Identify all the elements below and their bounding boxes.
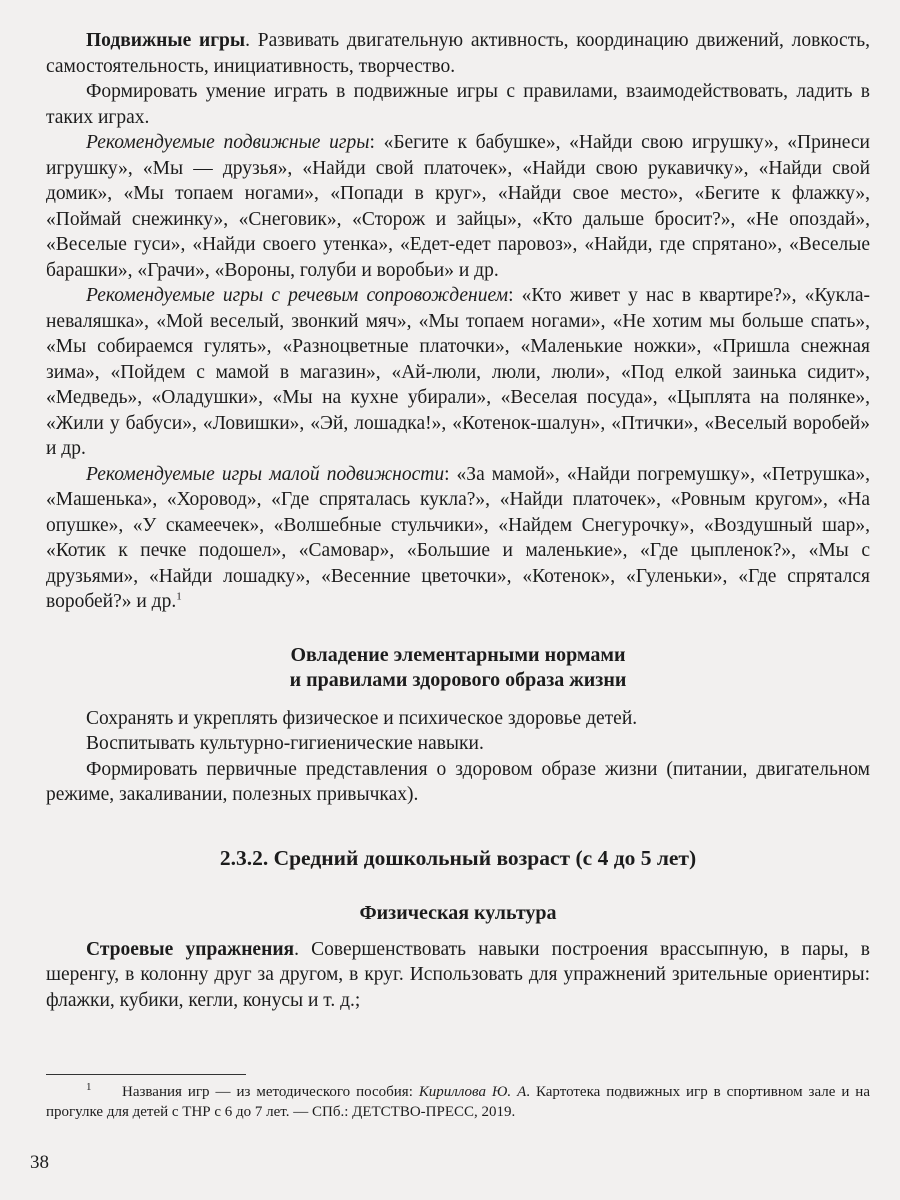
footnote-text: . Картотека подвижных игр в спортивном зале и на прогулке для детей с ТНР с 6 до 7 лет. — СПб.: ДЕТСТВО-ПРЕСС, 2019.	[46, 1084, 870, 1120]
paragraph-low-mobility-games	[46, 462, 870, 615]
section-heading-healthy-lifestyle	[46, 643, 870, 694]
paragraph-healthy-lifestyle: Формировать первичные представления о здоровом образе жизни (питании, двигательном режиме, закаливании, полезных привычках).	[46, 758, 870, 805]
paragraph-health: Сохранять и укреплять физическое и психическое здоровье детей.	[86, 707, 638, 729]
games-list: : «За мамой», «Найди погремушку», «Петрушка», «Машенька», «Хоровод», «Где спряталась кукла?», «Найди платочек», «Ровным кругом», «На опушке», «У скамеечек», «Волшебные стульчики», «Найдем Снегурочку», «Воздушный шар», «Котик к печке подошел», «Самовар», «Большие и маленькие», «Где цыпленок?», «Мы с друзьями», «Найди лошадку», «Весенние цветочки», «Котенок», «Гуленьки», «Где спрятался воробей?» и др.	[46, 463, 870, 612]
term-mobile-games: Подвижные игры	[86, 30, 246, 51]
paragraph-text: . Совершенствовать навыки построения врассыпную, в пары, в шеренгу, в колонну друг за другом, в круг. Использовать для упражнений зрительные ориентиры: флажки, кубики, кегли, конусы и т. д.;	[46, 938, 870, 1011]
page-content	[46, 28, 870, 1013]
footnote-author: Кириллова Ю. А	[418, 1084, 527, 1100]
games-list: : «Кто живет у нас в квартире?», «Кукла-неваляшка», «Мой веселый, звонкий мяч», «Мы топаем ногами», «Не хотим мы больше спать», «Мы собираемся гулять», «Разноцветные платочки», «Маленькие ножки», «Пришла снежная зима», «Пойдем с мамой в магазин», «Ай-люли, люли, люли», «Под елкой заинька сидит», «Медведь», «Оладушки», «Мы на кухне убирали», «Веселая посуда», «Цыплята на полянке», «Жили у бабуси», «Ловишки», «Эй, лошадка!», «Котенок-шалун», «Птички», «Веселый воробей» и др.	[46, 285, 871, 459]
subheading-physical-culture: Физическая культура	[359, 902, 557, 924]
heading-line: Овладение элементарными нормами	[290, 643, 626, 666]
paragraph-text: . Развивать двигательную активность, координацию движений, ловкость, самостоятельность, инициативность, творчество.	[46, 30, 870, 77]
term-speech-games: Рекомендуемые игры с речевым сопровождением	[86, 285, 509, 306]
heading-line: и правилами здорового образа жизни	[289, 669, 627, 691]
paragraph-mobile-games	[46, 28, 870, 79]
paragraph-rules: Формировать умение играть в подвижные игры с правилами, взаимодействовать, ладить в таких играх.	[46, 81, 870, 128]
page-number: 38	[30, 1152, 49, 1173]
footnote-reference: 1	[176, 590, 182, 603]
footnote-divider	[46, 1074, 246, 1075]
footnote: 1 Названия игр — из методического пособия: Кириллова Ю. А. Картотека подвижных игр в спортивном зале и на прогулке для детей с ТНР с 6 до 7 лет. — СПб.: ДЕТСТВО-ПРЕСС, 2019.	[46, 1081, 870, 1120]
paragraph-recommended-mobile-games	[46, 130, 870, 283]
paragraph-drill-exercises	[46, 937, 870, 1014]
games-list: : «Бегите к бабушке», «Найди свою игрушку», «Принеси игрушку», «Мы — друзья», «Найди свой платочек», «Найди свою рукавичку», «Найди свой домик», «Мы топаем ногами», «Попади в круг», «Найди свое место», «Бегите к флажку», «Поймай снежинку», «Снеговик», «Сторож и зайцы», «Кто дальше бросит?», «Не опоздай», «Веселые гуси», «Найди своего утенка», «Едет-едет паровоз», «Найди, где спрятано», «Веселые барашки», «Грачи», «Вороны, голуби и воробьи» и др.	[46, 132, 870, 281]
paragraph-speech-games	[46, 283, 870, 462]
term-low-mobility-games: Рекомендуемые игры малой подвижности	[86, 463, 445, 485]
term-drill-exercises: Строевые упражнения	[86, 938, 295, 960]
paragraph-hygiene: Воспитывать культурно-гигиенические навыки.	[86, 733, 484, 754]
footnote-text: Названия игр — из методического пособия:	[122, 1084, 419, 1100]
term-recommended-mobile-games: Рекомендуемые подвижные игры	[86, 132, 370, 153]
section-heading-middle-preschool: 2.3.2. Средний дошкольный возраст (с 4 до 5 лет)	[219, 845, 697, 870]
